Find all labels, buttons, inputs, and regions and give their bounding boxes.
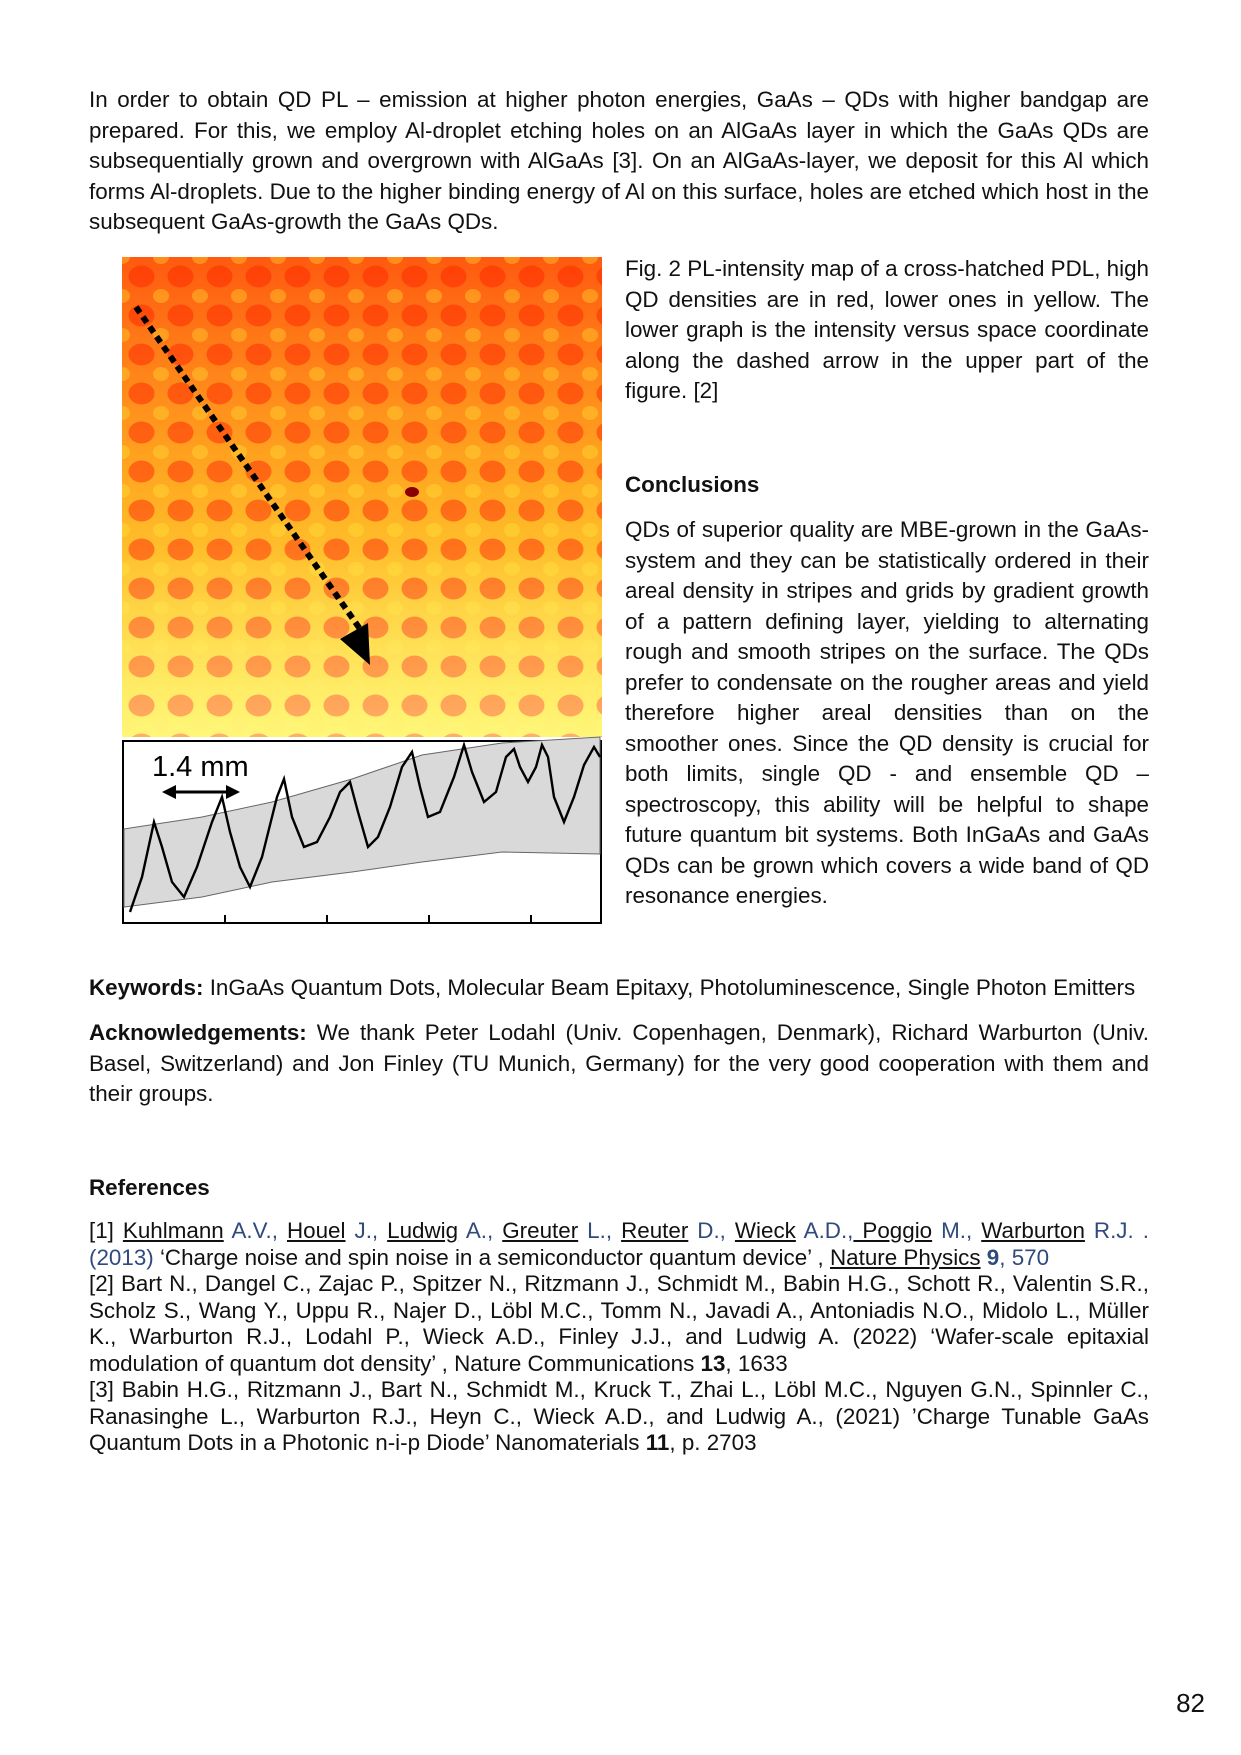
- ref3-pages: , p. 2703: [669, 1430, 757, 1455]
- ref1-pages: , 570: [999, 1244, 1050, 1270]
- ref1-author-link[interactable]: Ludwig: [387, 1218, 459, 1243]
- acknowledgements-label: Acknowledgements:: [89, 1020, 307, 1045]
- ref2-text: [2] Bart N., Dangel C., Zajac P., Spitzer N., Ritzmann J., Schmidt M., Babin H.G., Schott R., Valentin S.R., Scholz S., Wang Y., Uppu R., Najer D., Löbl M.C., Tomm N., Javadi A., Antoniadis N.O., Midolo L., Müller K., Warburton R.J., Lodahl P., Wieck A.D., Finley J.J., and Ludwig A. (2022) ‘Wafer-scale epitaxial modulation of quantum dot density’ , Nature Communications: [89, 1271, 1149, 1376]
- intro-paragraph: In order to obtain QD PL – emission at higher photon energies, GaAs – QDs with higher bandgap are prepared. For this, we employ Al-droplet etching holes on an AlGaAs layer in which the GaAs QDs are subsequentially grown and overgrown with AlGaAs [3]. On an AlGaAs-layer, we deposit for this Al which forms Al-droplets. Due to the higher binding energy of Al on this surface, holes are etched which host in the subsequent GaAs-growth the GaAs QDs.: [89, 87, 1149, 234]
- ref1-author-link[interactable]: Wieck: [734, 1218, 796, 1243]
- conclusions-heading: Conclusions: [625, 472, 760, 497]
- references-list: [89, 1218, 1149, 1457]
- ref1-initials: A.,: [458, 1218, 503, 1243]
- ref1-initials: J.,: [345, 1218, 388, 1243]
- keywords-text: InGaAs Quantum Dots, Molecular Beam Epitaxy, Photoluminescence, Single Photon Emitters: [203, 975, 1136, 1000]
- page-number: 82: [1176, 1688, 1205, 1718]
- references-heading: References: [89, 1175, 210, 1200]
- conclusions-text: QDs of superior quality are MBE-grown in the GaAs-system and they can be statistically ordered in their areal density in stripes and grids by gradient growth of a pattern defining layer, yielding to alternating rough and smooth stripes on the surface. The QDs prefer to condensate on the rougher areas and yield therefore higher areal densities than on the smoother ones. Since the QD density is crucial for both limits, single QD - and ensemble QD – spectroscopy, this ability will be helpful to shape future quantum bit systems. Both InGaAs and GaAs QDs can be grown which covers a wide band of QD resonance energies.: [625, 517, 1149, 908]
- ref1-initials: A.D.,: [795, 1218, 854, 1243]
- scale-label: 1.4 mm: [152, 751, 249, 783]
- ref1-author-link[interactable]: Houel: [286, 1218, 346, 1243]
- acknowledgements-text: We thank Peter Lodahl (Univ. Copenhagen, Denmark), Richard Warburton (Univ. Basel, Switzerland) and Jon Finley (TU Munich, Germany) for the very good cooperation with them and their groups.: [89, 1020, 1149, 1106]
- acknowledgements: [89, 1018, 1149, 1110]
- ref2-pages: , 1633: [725, 1350, 788, 1376]
- keywords: [89, 973, 1149, 1004]
- ref3-volume: 11: [645, 1430, 670, 1455]
- ref1-initials: L.,: [578, 1218, 622, 1243]
- pl-intensity-map-figure: [122, 257, 602, 925]
- ref2-volume: 13: [700, 1350, 726, 1376]
- ref1-initials: M.,: [932, 1218, 982, 1243]
- ref1-initials: D.,: [688, 1218, 735, 1243]
- ref3-text: [3] Babin H.G., Ritzmann J., Bart N., Schmidt M., Kruck T., Zhai L., Löbl M.C., Nguyen G.N., Spinnler C., Ranasinghe L., Warburton R.J., Heyn C., Wieck A.D., and Ludwig A., (2021) ’Charge Tunable GaAs Quantum Dots in a Photonic n-i-p Diode’ Nanomaterials: [89, 1377, 1149, 1455]
- reference-1: [89, 1218, 1149, 1271]
- ref1-author-link[interactable]: Warburton: [981, 1218, 1085, 1243]
- reference-2: [89, 1271, 1149, 1377]
- defect-spot: [405, 487, 419, 497]
- ref1-author-link[interactable]: Kuhlmann: [122, 1218, 224, 1243]
- keywords-label: Keywords:: [89, 975, 204, 1000]
- reference-3: [89, 1377, 1149, 1457]
- ref1-year: R.J. . (2013): [89, 1218, 1149, 1270]
- ref1-prefix: [1]: [89, 1218, 123, 1243]
- ref1-author-link[interactable]: Greuter: [502, 1218, 579, 1243]
- figure-2: [122, 257, 602, 925]
- figure-caption: Fig. 2 PL-intensity map of a cross-hatched PDL, high QD densities are in red, lower ones in yellow. The lower graph is the intensity versus space coordinate along the dashed arrow in the upper part of the figure. [2]: [625, 256, 1149, 403]
- ref1-author-link[interactable]: Poggio: [853, 1218, 933, 1243]
- ref1-volume: 9: [980, 1244, 1000, 1270]
- ref1-initials: A.V.,: [223, 1218, 287, 1243]
- ref1-journal-link[interactable]: Nature Physics: [830, 1244, 981, 1270]
- ref1-title: ‘Charge noise and spin noise in a semiconductor quantum device’ ,: [153, 1244, 830, 1270]
- ref1-author-link[interactable]: Reuter: [621, 1218, 689, 1243]
